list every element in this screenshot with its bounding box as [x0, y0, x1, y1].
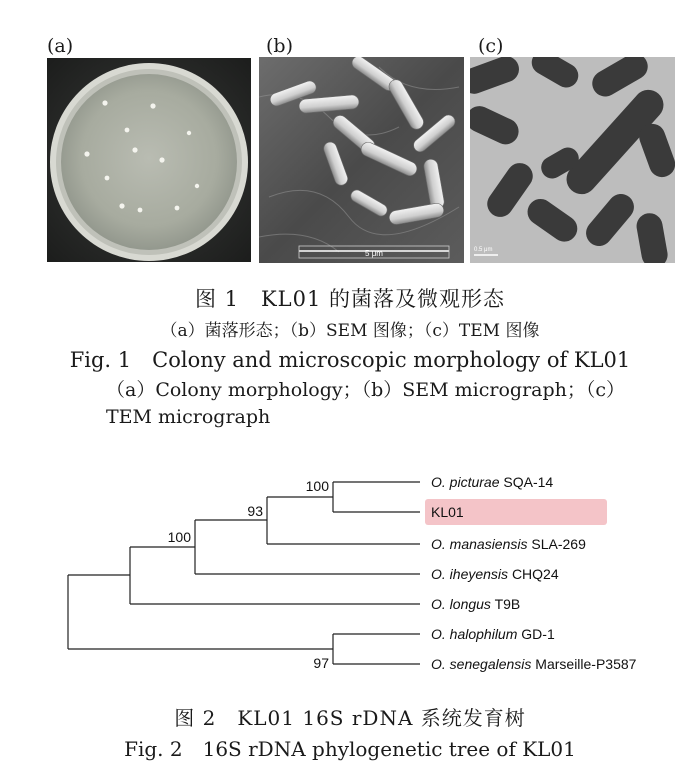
- bootstrap-value: 100: [305, 478, 329, 494]
- tree-branches: [68, 482, 420, 664]
- panel-label-a: (a): [47, 35, 74, 57]
- fig1-caption-cn-sub: （a）菌落形态；（b）SEM 图像；（c）TEM 图像: [160, 321, 540, 341]
- sem-micrograph: [259, 57, 464, 263]
- panel-label-c: (c): [478, 35, 504, 57]
- fig1-caption-en-title: Fig. 1 Colony and microscopic morphology of KL01: [69, 348, 631, 372]
- sem-scale-bar-label: 5 μm: [365, 249, 383, 258]
- agar-surface: [61, 74, 237, 250]
- fig1-caption-en-sub: （a）Colony morphology；（b）SEM micrograph；（c）TEM micrograph: [106, 379, 626, 428]
- fig2-caption-en: Fig. 2 16S rDNA phylogenetic tree of KL01: [124, 737, 576, 761]
- tem-micrograph: [470, 57, 675, 263]
- fig1-caption-cn-title: 图 1 KL01 的菌落及微观形态: [194, 287, 506, 311]
- taxon-label: O. iheyensis CHQ24: [431, 566, 559, 582]
- bootstrap-value: 93: [247, 503, 263, 519]
- bootstrap-value: 100: [167, 529, 191, 545]
- taxon-label: O. senegalensis Marseille-P3587: [431, 656, 637, 672]
- tem-micrograph-drawing: [470, 57, 675, 263]
- fig2-caption-cn: 图 2 KL01 16S rDNA 系统发育树: [174, 706, 526, 730]
- panel-label-b: (b): [266, 35, 293, 57]
- taxon-label: O. halophilum GD-1: [431, 626, 555, 642]
- phylogenetic-tree: [0, 460, 700, 690]
- tem-scale-bar-label: 0.5 μm: [474, 247, 493, 253]
- sem-micrograph-drawing: [259, 57, 464, 263]
- colony-photo: [47, 58, 251, 262]
- taxon-label: O. manasiensis SLA-269: [431, 536, 586, 552]
- colony-photo-drawing: [47, 58, 251, 262]
- bootstrap-value: 97: [313, 655, 329, 671]
- taxon-label: O. longus T9B: [431, 596, 521, 612]
- taxon-label: O. picturae SQA-14: [431, 474, 554, 490]
- taxon-label-kl01: KL01: [431, 504, 464, 520]
